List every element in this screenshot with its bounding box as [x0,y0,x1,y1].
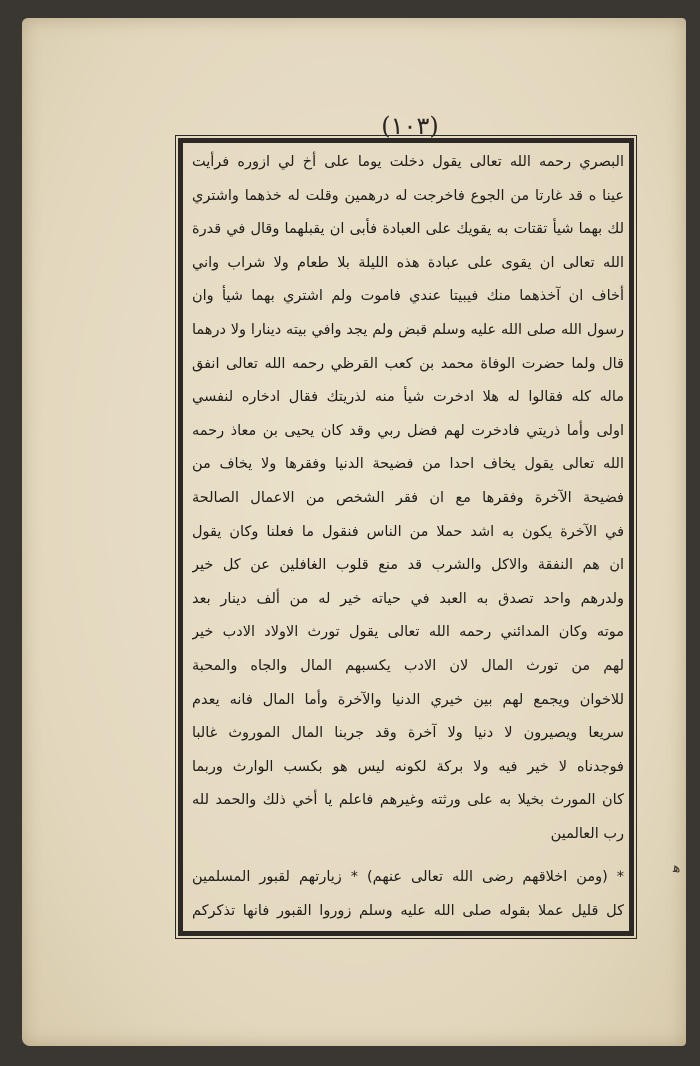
text-line: للاخوان ويجمع لهم بين خيري الدنيا والآخرة وأما المال فانه يعدم [192,691,624,708]
text-line: ماله كله فقالوا له هلا ادخرت شيأ منه لذريتك فقال ادخاره لنفسي [192,389,624,406]
text-line: كان المورث بخيلا به على ورثته وغيرهم فاعلم يا أخي ذلك والحمد لله [192,792,624,809]
text-line: الله تعالى يقول يخاف احدا من فضيحة الدنيا وفقرها ولا يخاف من [192,456,624,473]
body-text [192,146,624,929]
text-line: الله تعالى ان يقوى على عبادة هذه الليلة بلا طعام ولا شراب واني [192,254,624,271]
text-line: سريعا ويصيرون لا دنيا ولا آخرة وقد جربنا المال الموروث غالبا [192,725,624,742]
text-line: البصري رحمه الله تعالى يقول دخلت يوما على أخ لي ازوره فرأيت [192,154,624,170]
text-line: فضيحة الآخرة وفقرها مع ان فقر الشخص من الاعمال الصالحة [192,489,624,506]
text-line: عينا ه قد غارتا من الجوع فاخرجت له درهمين وقلت له خذهما واشتري [192,187,624,204]
page-number: (١٠٣) [381,112,439,140]
text-line: اولى وأما ذريتي فادخرت لهم فضل ربي وقد كان يحيى بن معاذ رحمه [192,422,624,439]
text-line: لك بهما شيأ تقتات به يقويك على العبادة فأبى ان يقبلهما وقال في قدرة [192,221,624,238]
text-line: أخاف ان آخذهما منك فيبيتا عندي فاموت ولم اشتري بهما شيأ وان [192,288,624,305]
text-line: رسول الله صلى الله عليه وسلم قبض ولم يجد وافي بيته دينارا ولا درهما [192,321,624,338]
section-heading-line: * (ومن اخلاقهم رضى الله تعالى عنهم) * زيارتهم لقبور المسلمين [192,869,624,886]
text-line: لهم من تورث المال لان الادب يكسبهم المال والجاه والمحبة [192,657,624,674]
text-line: موته وكان المدائني رحمه الله تعالى يقول تورث الاولاد الادب خير [192,624,624,641]
text-line: في الآخرة يكون به اشد حملا من الناس فنقول ما فعلنا وكان يقول [192,523,624,540]
text-line: كل قليل عملا بقوله صلى الله عليه وسلم زوروا القبور فانها تذكركم [192,903,624,920]
text-line: ان هم النفقة والاكل والشرب قد منع قلوب الغافلين عن كل خير [192,557,624,574]
text-line: قال ولما حضرت الوفاة محمد بن كعب القرظي رحمه الله تعالى انفق [192,355,624,372]
text-line-closing: رب العالمين [550,825,624,842]
text-line: فوجدناه لا خير فيه ولا بركة لكونه ليس هو بكسب الوارث وربما [192,758,624,775]
margin-mark: ﻫ [673,860,681,876]
text-line: ولدرهم واحد تصدق به العبد في حياته خير له من ألف دينار بعد [192,590,624,607]
